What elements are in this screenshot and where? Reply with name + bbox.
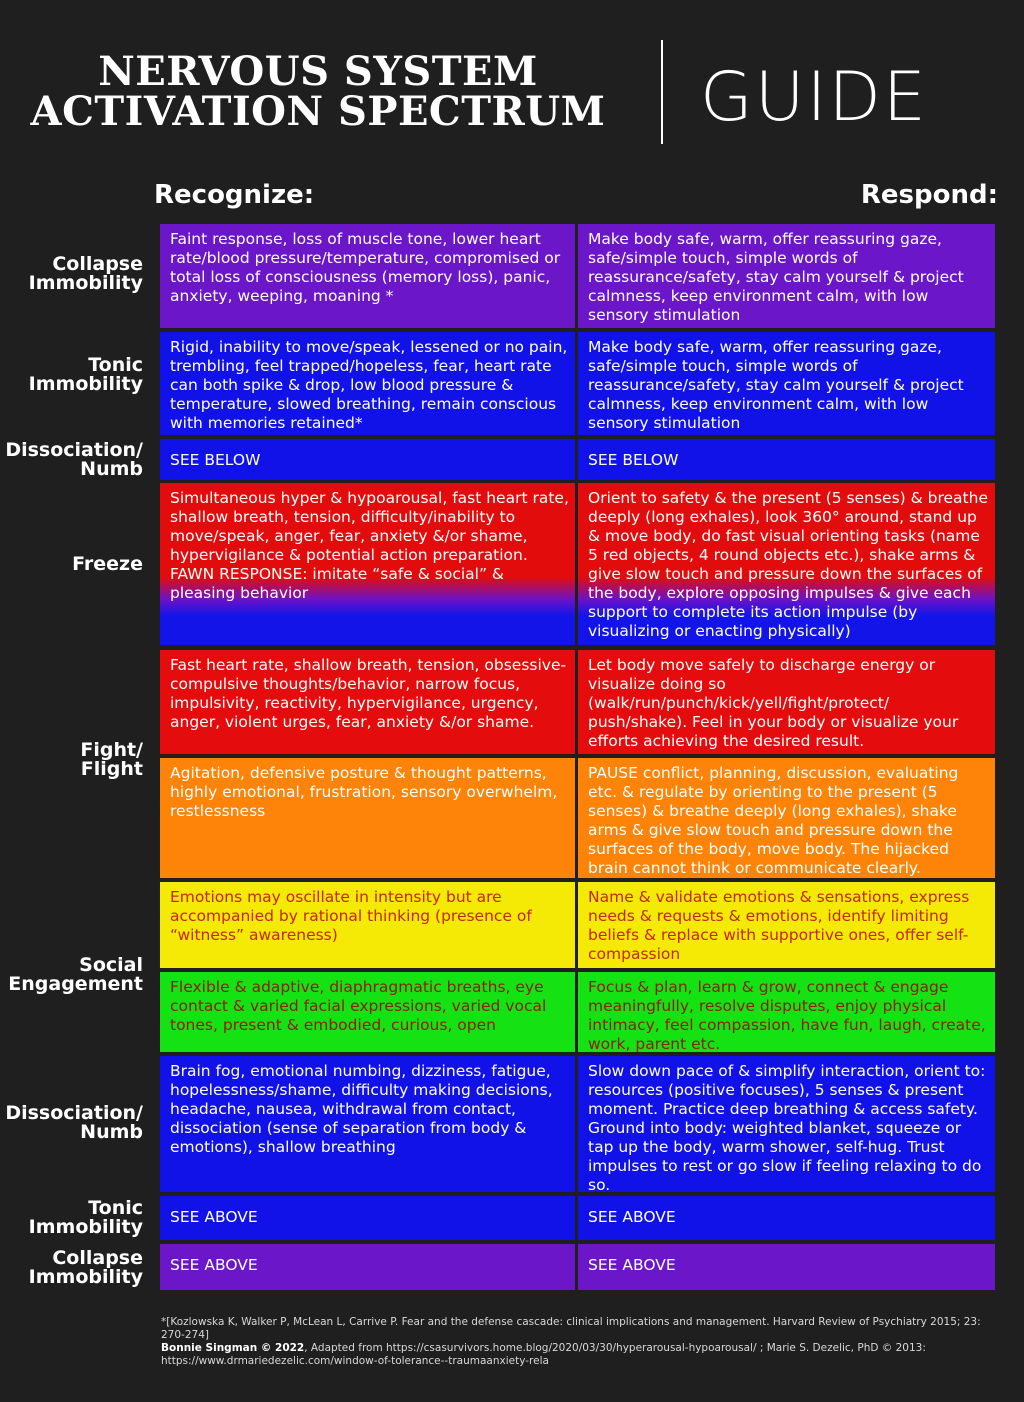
dissoc-top-respond-cell: SEE BELOW — [578, 439, 995, 480]
social-yellow-respond-cell: Name & validate emotions & sensations, express needs & requests & emotions, identify limiting beliefs & replace with supportive ones, offer self-compassion — [578, 882, 995, 968]
dissoc-bottom-recognize-cell: Brain fog, emotional numbing, dizziness, fatigue, hopelessness/shame, difficulty making decisions, headache, nausea, withdrawal from contact, dissociation (sense of separation from body & emotions), shallow breathing — [160, 1056, 575, 1192]
label-tonic-immobility-bottom — [0, 1199, 143, 1237]
title-line-2: ACTIVATION SPECTRUM — [30, 88, 606, 135]
dissoc-top-recognize-cell: SEE BELOW — [160, 439, 575, 480]
label-text: Tonic — [88, 354, 143, 376]
tonic-top-respond-cell: Make body safe, warm, offer reassuring gaze, safe/simple touch, simple words of reassurance/safety, stay calm yourself & project calmness, keep environment calm, with low sensory stimulation — [578, 332, 995, 435]
collapse-top-respond-cell: Make body safe, warm, offer reassuring gaze, safe/simple touch, simple words of reassurance/safety, stay calm yourself & project calmness, keep environment calm, with low sensory stimulation — [578, 224, 995, 328]
collapse-top-recognize-cell: Faint response, loss of muscle tone, lower heart rate/blood pressure/temperature, compromised or total loss of consciousness (memory loss), panic, anxiety, weeping, moaning * — [160, 224, 575, 328]
fight-orange-recognize-cell: Agitation, defensive posture & thought patterns, highly emotional, frustration, sensory overwhelm, restlessness — [160, 758, 575, 878]
label-text: Numb — [80, 1121, 143, 1143]
dissoc-bottom-respond-cell: Slow down pace of & simplify interaction, orient to: resources (positive focuses), 5 senses & present moment. Practice deep breathing & access safety. Ground into body: weighted blanket, squeeze or tap up the body, warm shower, self-hug. Trust impulses to rest or go slow if feeling relaxing to do so. — [578, 1056, 995, 1192]
fight-orange-respond-cell: PAUSE conflict, planning, discussion, evaluating etc. & regulate by orienting to the present (5 senses) & breathe deeply (long exhales), shake arms & give slow touch and pressure down the surfaces of the body, move body. The hijacked brain cannot think or communicate clearly. — [578, 758, 995, 878]
label-collapse-immobility-top — [0, 255, 143, 293]
label-collapse-immobility-bottom — [0, 1249, 143, 1287]
title-line-1: NERVOUS SYSTEM — [98, 48, 538, 95]
label-text: Tonic — [88, 1197, 143, 1219]
label-text: Collapse — [52, 253, 143, 275]
label-text: Dissociation/ — [5, 1102, 143, 1124]
label-social-engagement — [0, 956, 143, 994]
source-links: , Adapted from https://csasurvivors.home.blog/2020/03/30/hyperarousal-hypoarousal/ ; Marie S. Dezelic, PhD © 2013: https://www.drmariedezelic.com/window-of-tolerance--traumaanxiety-rela — [161, 1342, 926, 1367]
collapse-bottom-recognize-cell: SEE ABOVE — [160, 1244, 575, 1290]
label-text: Immobility — [28, 373, 143, 395]
page-title — [0, 48, 636, 135]
citation-text: *[Kozlowska K, Walker P, McLean L, Carrive P. Fear and the defense cascade: clinical implications and management. Harvard Review of Psychiatry 2015; 23: 270-274] — [161, 1316, 981, 1341]
freeze-recognize-cell: Simultaneous hyper & hypoarousal, fast heart rate, shallow breath, tension, difficulty/inability to move/speak, anger, fear, anxiety &/or shame, hypervigilance & potential action preparation. FAWN RESPONSE: imitate “safe & social” & pleasing behavior — [160, 483, 575, 645]
attribution — [161, 1342, 993, 1368]
tonic-top-recognize-cell: Rigid, inability to move/speak, lessened or no pain, trembling, feel trapped/hopeless, fear, heart rate can both spike & drop, low blood pressure & temperature, slowed breathing, remain conscious with memories retained* — [160, 332, 575, 435]
label-text: Engagement — [8, 973, 143, 995]
social-green-recognize-cell: Flexible & adaptive, diaphragmatic breaths, eye contact & varied facial expressions, varied vocal tones, present & embodied, curious, open — [160, 972, 575, 1052]
recognize-column-heading: Recognize: — [154, 180, 315, 210]
social-green-respond-cell: Focus & plan, learn & grow, connect & engage meaningfully, resolve disputes, enjoy physical intimacy, feel compassion, have fun, laugh, create, work, parent etc. — [578, 972, 995, 1052]
label-dissociation-numb-bottom — [0, 1104, 143, 1142]
tonic-bottom-recognize-cell: SEE ABOVE — [160, 1196, 575, 1240]
label-text: Flight — [80, 758, 143, 780]
label-text: Immobility — [28, 1266, 143, 1288]
tonic-bottom-respond-cell: SEE ABOVE — [578, 1196, 995, 1240]
label-text: Collapse — [52, 1247, 143, 1269]
label-text: Freeze — [72, 553, 143, 575]
freeze-respond-cell: Orient to safety & the present (5 senses) & breathe deeply (long exhales), look 360° around, stand up & move body, do fast visual orienting tasks (name 5 red objects, 4 round objects etc.), shake arms & give slow touch and pressure down the surfaces of the body, explore opposing impulses & give each support to complete its action impulse (by visualizing or enacting physically) — [578, 483, 995, 645]
label-freeze — [0, 555, 143, 574]
label-text: Social — [79, 954, 143, 976]
fight-red-respond-cell: Let body move safely to discharge energy or visualize doing so (walk/run/punch/kick/yell/fight/protect/ push/shake). Feel in your body or visualize your efforts achieving the desired result. — [578, 650, 995, 754]
label-text: Immobility — [28, 272, 143, 294]
collapse-bottom-respond-cell: SEE ABOVE — [578, 1244, 995, 1290]
footer — [161, 1316, 993, 1368]
label-tonic-immobility-top — [0, 356, 143, 394]
label-text: Numb — [80, 458, 143, 480]
fight-red-recognize-cell: Fast heart rate, shallow breath, tension, obsessive-compulsive thoughts/behavior, narrow focus, impulsivity, reactivity, hypervigilance, urgency, anger, violent urges, fear, anxiety &/or shame. — [160, 650, 575, 754]
label-text: Immobility — [28, 1216, 143, 1238]
label-fight-flight — [0, 741, 143, 779]
author-credit: Bonnie Singman © 2022 — [161, 1342, 305, 1354]
label-text: Dissociation/ — [5, 439, 143, 461]
social-yellow-recognize-cell: Emotions may oscillate in intensity but are accompanied by rational thinking (presence of “witness” awareness) — [160, 882, 575, 968]
guide-heading: GUIDE — [700, 58, 928, 137]
respond-column-heading: Respond: — [860, 180, 998, 210]
label-dissociation-numb-top — [0, 441, 143, 479]
title-divider — [661, 40, 663, 144]
label-text: Fight/ — [80, 739, 143, 761]
